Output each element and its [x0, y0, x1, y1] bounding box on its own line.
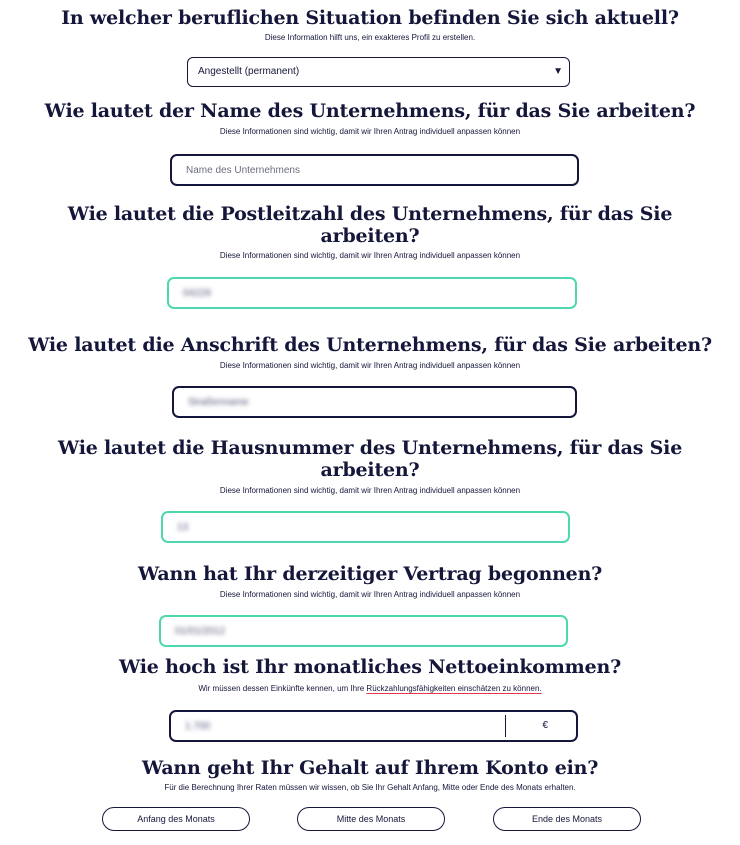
question-company-name-hint: Diese Informationen sind wichtig, damit wir Ihren Antrag individuell anpassen können [219, 127, 521, 136]
net-income-input[interactable] [171, 712, 501, 740]
currency-divider [505, 715, 506, 737]
postal-code-input[interactable] [169, 279, 575, 307]
question-postal-code-line1: Wie lautet die Postleitzahl des Unternehmens, für das Sie [67, 203, 673, 225]
question-net-income-hint [0, 684, 740, 694]
question-company-address: Wie lautet die Anschrift des Unternehmens, für das Sie arbeiten? [28, 334, 712, 356]
company-address-field[interactable] [172, 386, 577, 418]
question-postal-code-hint: Diese Informationen sind wichtig, damit wir Ihren Antrag individuell anpassen können [219, 251, 521, 260]
question-house-number-line2: arbeiten? [320, 459, 420, 481]
question-house-number-line1: Wie lautet die Hausnummer des Unternehmens, für das Sie [57, 437, 683, 459]
salary-start-of-month-button[interactable]: Anfang des Monats [102, 807, 250, 831]
caret-down-icon: ▼ [553, 66, 563, 77]
question-salary-timing: Wann geht Ihr Gehalt auf Ihrem Konto ein? [141, 757, 599, 779]
net-income-hint-text: Wir müssen dessen Einkünfte kennen, um Ihre [198, 684, 367, 693]
question-postal-code-line2: arbeiten? [320, 225, 420, 247]
house-number-input[interactable] [163, 513, 568, 541]
question-postal-code [0, 203, 740, 247]
company-name-field[interactable] [170, 154, 579, 186]
salary-mid-month-button[interactable]: Mitte des Monats [297, 807, 445, 831]
net-income-field[interactable] [169, 710, 578, 742]
question-contract-start-hint: Diese Informationen sind wichtig, damit wir Ihren Antrag individuell anpassen können [219, 590, 521, 599]
salary-end-of-month-button[interactable]: Ende des Monats [493, 807, 641, 831]
question-salary-timing-hint: Für die Berechnung Ihrer Raten müssen wir wissen, ob Sie Ihr Gehalt Anfang, Mitte oder Ende des Monats erhalten. [164, 783, 576, 792]
question-company-address-hint: Diese Informationen sind wichtig, damit wir Ihren Antrag individuell anpassen können [219, 361, 521, 370]
currency-label: € [542, 720, 548, 731]
employment-status-select[interactable] [187, 57, 570, 87]
contract-start-field[interactable] [159, 615, 568, 647]
company-name-input[interactable] [172, 156, 577, 184]
repayment-capacity-link[interactable]: Rückzahlungsfähigkeiten einschätzen zu können. [366, 684, 542, 693]
question-house-number-hint: Diese Informationen sind wichtig, damit wir Ihren Antrag individuell anpassen können [219, 486, 521, 495]
question-employment-status-hint: Diese Information hilft uns, ein exakteres Profil zu erstellen. [264, 33, 476, 42]
question-company-name: Wie lautet der Name des Unternehmens, für das Sie arbeiten? [44, 100, 696, 122]
question-house-number [0, 437, 740, 481]
company-address-input[interactable] [174, 388, 575, 416]
contract-start-input[interactable] [161, 617, 566, 645]
postal-code-field[interactable] [167, 277, 577, 309]
question-net-income: Wie hoch ist Ihr monatliches Nettoeinkommen? [118, 656, 622, 678]
question-contract-start: Wann hat Ihr derzeitiger Vertrag begonnen? [137, 563, 603, 585]
employment-status-value: Angestellt (permanent) [198, 66, 300, 77]
house-number-field[interactable] [161, 511, 570, 543]
question-employment-status: In welcher beruflichen Situation befinden Sie sich aktuell? [61, 7, 679, 29]
